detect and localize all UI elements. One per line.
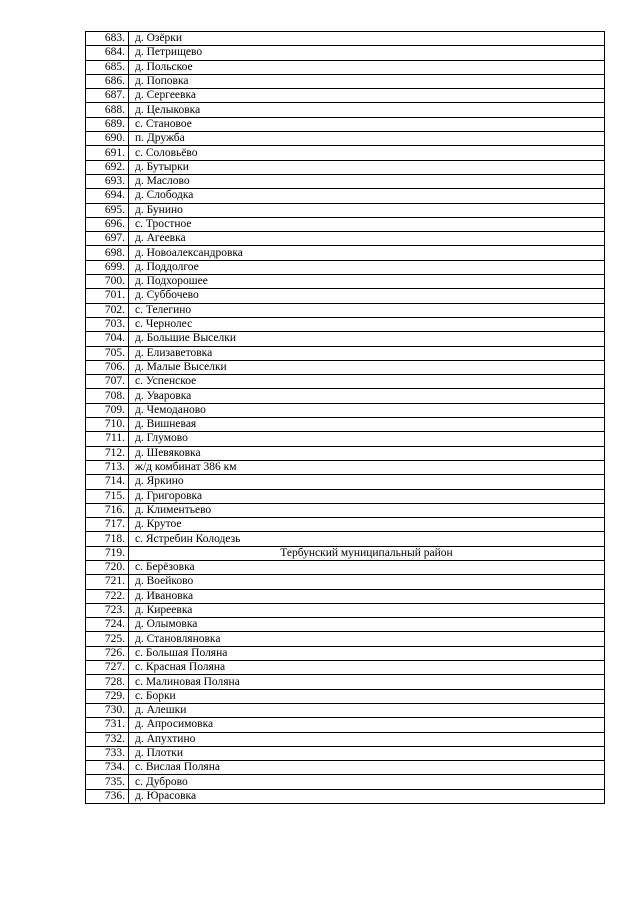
table-row xyxy=(86,775,605,789)
settlement-name: с. Чернолес xyxy=(129,317,605,331)
table-row xyxy=(86,632,605,646)
settlement-name: д. Чемоданово xyxy=(129,403,605,417)
row-number: 718. xyxy=(86,532,129,546)
table-row xyxy=(86,246,605,260)
settlement-name: д. Малые Выселки xyxy=(129,360,605,374)
settlement-name: с. Телегино xyxy=(129,303,605,317)
settlement-name: д. Маслово xyxy=(129,174,605,188)
row-number: 725. xyxy=(86,632,129,646)
row-number: 719. xyxy=(86,546,129,560)
row-number: 723. xyxy=(86,603,129,617)
table-row xyxy=(86,160,605,174)
table-row xyxy=(86,275,605,289)
settlement-name: д. Вишневая xyxy=(129,418,605,432)
table-row xyxy=(86,575,605,589)
settlement-name: д. Юрасовка xyxy=(129,789,605,803)
table-row xyxy=(86,103,605,117)
table-row xyxy=(86,360,605,374)
table-row xyxy=(86,732,605,746)
settlement-name: д. Новоалександровка xyxy=(129,246,605,260)
settlement-name: д. Апухтино xyxy=(129,732,605,746)
settlement-name: д. Алешки xyxy=(129,703,605,717)
row-number: 705. xyxy=(86,346,129,360)
row-number: 695. xyxy=(86,203,129,217)
settlement-name: д. Уваровка xyxy=(129,389,605,403)
table-row xyxy=(86,146,605,160)
settlement-name: д. Апросимовка xyxy=(129,718,605,732)
table-row xyxy=(86,718,605,732)
table-row xyxy=(86,260,605,274)
table-row xyxy=(86,503,605,517)
settlements-table-body xyxy=(86,32,605,804)
row-number: 711. xyxy=(86,432,129,446)
settlement-name: д. Плотки xyxy=(129,746,605,760)
settlement-name: д. Становляновка xyxy=(129,632,605,646)
table-row xyxy=(86,618,605,632)
row-number: 702. xyxy=(86,303,129,317)
settlement-name: д. Суббочево xyxy=(129,289,605,303)
row-number: 693. xyxy=(86,174,129,188)
row-number: 728. xyxy=(86,675,129,689)
table-row xyxy=(86,303,605,317)
settlement-name: д. Сергеевка xyxy=(129,89,605,103)
row-number: 734. xyxy=(86,761,129,775)
row-number: 708. xyxy=(86,389,129,403)
table-row xyxy=(86,761,605,775)
row-number: 729. xyxy=(86,689,129,703)
settlement-name: с. Берёзовка xyxy=(129,560,605,574)
table-row xyxy=(86,174,605,188)
settlement-name: д. Целыковка xyxy=(129,103,605,117)
row-number: 701. xyxy=(86,289,129,303)
row-number: 685. xyxy=(86,60,129,74)
settlement-name: с. Успенское xyxy=(129,375,605,389)
row-number: 688. xyxy=(86,103,129,117)
row-number: 726. xyxy=(86,646,129,660)
row-number: 700. xyxy=(86,275,129,289)
table-row xyxy=(86,346,605,360)
row-number: 710. xyxy=(86,418,129,432)
table-row xyxy=(86,403,605,417)
row-number: 713. xyxy=(86,460,129,474)
row-number: 712. xyxy=(86,446,129,460)
settlement-name: с. Дуброво xyxy=(129,775,605,789)
table-row xyxy=(86,375,605,389)
row-number: 721. xyxy=(86,575,129,589)
table-row xyxy=(86,60,605,74)
table-row xyxy=(86,117,605,131)
settlement-name: д. Григоровка xyxy=(129,489,605,503)
table-row xyxy=(86,232,605,246)
settlement-name: д. Польское xyxy=(129,60,605,74)
table-row xyxy=(86,661,605,675)
settlement-name: д. Олымовка xyxy=(129,618,605,632)
settlement-name: д. Поддолгое xyxy=(129,260,605,274)
row-number: 687. xyxy=(86,89,129,103)
table-row xyxy=(86,518,605,532)
row-number: 716. xyxy=(86,503,129,517)
table-row xyxy=(86,489,605,503)
settlement-name: д. Большие Выселки xyxy=(129,332,605,346)
settlement-name: с. Ястребин Колодезь xyxy=(129,532,605,546)
settlement-name: д. Агеевка xyxy=(129,232,605,246)
table-row xyxy=(86,603,605,617)
row-number: 736. xyxy=(86,789,129,803)
table-row xyxy=(86,332,605,346)
section-header-row xyxy=(86,546,605,560)
settlement-name: д. Ивановка xyxy=(129,589,605,603)
settlement-name: д. Воейково xyxy=(129,575,605,589)
row-number: 714. xyxy=(86,475,129,489)
table-row xyxy=(86,589,605,603)
settlement-name: с. Красная Поляна xyxy=(129,661,605,675)
table-row xyxy=(86,703,605,717)
table-row xyxy=(86,32,605,46)
settlements-table xyxy=(85,31,605,804)
settlement-name: д. Подхорошее xyxy=(129,275,605,289)
row-number: 720. xyxy=(86,560,129,574)
table-row xyxy=(86,389,605,403)
row-number: 703. xyxy=(86,317,129,331)
row-number: 709. xyxy=(86,403,129,417)
settlement-name: д. Елизаветовка xyxy=(129,346,605,360)
row-number: 735. xyxy=(86,775,129,789)
row-number: 692. xyxy=(86,160,129,174)
table-row xyxy=(86,532,605,546)
row-number: 722. xyxy=(86,589,129,603)
row-number: 696. xyxy=(86,217,129,231)
row-number: 717. xyxy=(86,518,129,532)
row-number: 724. xyxy=(86,618,129,632)
settlement-name: д. Слободка xyxy=(129,189,605,203)
row-number: 707. xyxy=(86,375,129,389)
settlement-name: д. Яркино xyxy=(129,475,605,489)
row-number: 730. xyxy=(86,703,129,717)
settlement-name: с. Тростное xyxy=(129,217,605,231)
row-number: 697. xyxy=(86,232,129,246)
settlement-name: д. Киреевка xyxy=(129,603,605,617)
settlement-name: д. Поповка xyxy=(129,74,605,88)
row-number: 732. xyxy=(86,732,129,746)
settlement-name: д. Озёрки xyxy=(129,32,605,46)
table-row xyxy=(86,446,605,460)
settlement-name: с. Малиновая Поляна xyxy=(129,675,605,689)
settlement-name: с. Становое xyxy=(129,117,605,131)
row-number: 704. xyxy=(86,332,129,346)
settlement-name: д. Крутое xyxy=(129,518,605,532)
table-row xyxy=(86,317,605,331)
table-row xyxy=(86,203,605,217)
table-row xyxy=(86,460,605,474)
table-row xyxy=(86,475,605,489)
row-number: 733. xyxy=(86,746,129,760)
settlement-name: п. Дружба xyxy=(129,132,605,146)
table-row xyxy=(86,432,605,446)
row-number: 731. xyxy=(86,718,129,732)
settlement-name: д. Бутырки xyxy=(129,160,605,174)
settlement-name: с. Соловьёво xyxy=(129,146,605,160)
table-row xyxy=(86,46,605,60)
settlement-name: с. Большая Поляна xyxy=(129,646,605,660)
row-number: 690. xyxy=(86,132,129,146)
table-row xyxy=(86,74,605,88)
settlement-name: ж/д комбинат 386 км xyxy=(129,460,605,474)
settlement-name: д. Шевяковка xyxy=(129,446,605,460)
table-row xyxy=(86,689,605,703)
table-row xyxy=(86,132,605,146)
table-row xyxy=(86,89,605,103)
row-number: 683. xyxy=(86,32,129,46)
table-row xyxy=(86,418,605,432)
row-number: 686. xyxy=(86,74,129,88)
district-name: Тербунский муниципальный район xyxy=(129,546,605,560)
row-number: 699. xyxy=(86,260,129,274)
table-row xyxy=(86,289,605,303)
settlement-name: д. Глумово xyxy=(129,432,605,446)
row-number: 698. xyxy=(86,246,129,260)
table-row xyxy=(86,746,605,760)
settlement-name: д. Климентьево xyxy=(129,503,605,517)
table-row xyxy=(86,646,605,660)
settlement-name: с. Борки xyxy=(129,689,605,703)
table-row xyxy=(86,189,605,203)
row-number: 694. xyxy=(86,189,129,203)
table-row xyxy=(86,675,605,689)
settlement-name: д. Бунино xyxy=(129,203,605,217)
row-number: 715. xyxy=(86,489,129,503)
settlement-name: с. Вислая Поляна xyxy=(129,761,605,775)
settlement-name: д. Петрищево xyxy=(129,46,605,60)
row-number: 706. xyxy=(86,360,129,374)
row-number: 691. xyxy=(86,146,129,160)
table-row xyxy=(86,560,605,574)
table-row xyxy=(86,789,605,803)
row-number: 684. xyxy=(86,46,129,60)
table-row xyxy=(86,217,605,231)
row-number: 727. xyxy=(86,661,129,675)
row-number: 689. xyxy=(86,117,129,131)
